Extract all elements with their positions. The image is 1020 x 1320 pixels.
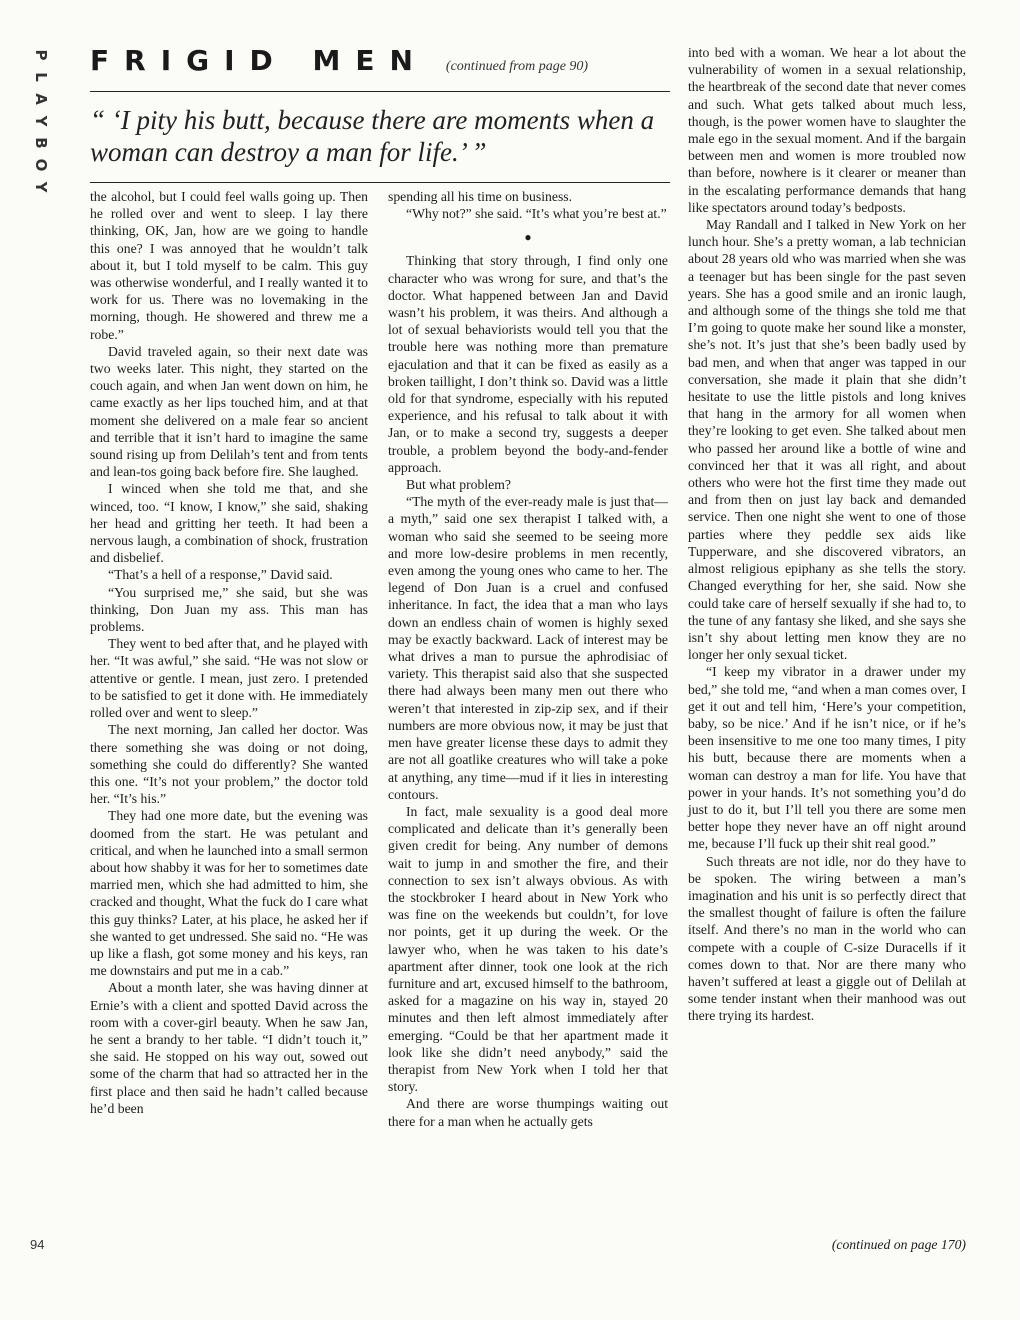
paragraph: Such threats are not idle, nor do they have to be spoken. The wiring between a man’s imagination and his unit is so perfectly direct that the smallest thought of failure is often the failure itself. And there’s no man in the world who can compete with a couple of C-size Duracells if it comes down to that. Nor are there many who haven’t suffered at least a giggle out of Delilah at some tender instant when their manhood was out there trying its hardest. xyxy=(688,853,966,1024)
continued-from-note: (continued from page 90) xyxy=(445,59,589,74)
article-header xyxy=(90,44,670,183)
paragraph: In fact, male sexuality is a good deal more complicated and delicate than it’s generally been given credit for being. Any number of demons wait to jump in and smother the fire, and their connection to sex isn’t always obvious. As with the stockbroker I heard about in New York who was fine on the weekends but couldn’t, for love nor points, get it up during the week. Or the lawyer who, when he was taken to his date’s apartment after dinner, took one look at the rich furniture and art, excused himself to the bathroom, asked for a magazine on his way in, stayed 20 minutes and then left almost immediately after emerging. “Could be that her apartment made it look like she didn’t need anybody,” said the therapist from New York when I told her that story. xyxy=(388,803,668,1095)
logo-letter: B xyxy=(32,137,50,149)
paragraph: “Why not?” she said. “It’s what you’re best at.” xyxy=(406,206,667,222)
paragraph: They went to bed after that, and he played with her. “It was awful,” she said. “He was not slow or attentive or gentle. I mean, just zero. I pretended to be satisfied to get it done with. He immediately rolled over and went to sleep.” xyxy=(90,636,368,721)
article-title: FRIGID MEN xyxy=(90,44,428,77)
logo-letter: L xyxy=(32,72,50,82)
paragraph: David traveled again, so their next date was two weeks later. This night, they started on the couch again, and when Jan went down on him, he came exactly as her lips touched him, and at that moment she delivered on a male fear so ancient and terrible that it isn’t hard to imagine the same sound rising up from Delilah’s tent and from tents and lean-tos going back before fire. She laughed. xyxy=(90,343,368,480)
column-3 xyxy=(688,44,966,1025)
paragraph: spending all his time on business. xyxy=(388,189,573,204)
column-1 xyxy=(90,188,368,1117)
header-rule-top xyxy=(90,91,670,92)
paragraph: the alcohol, but I could feel walls going up. Then he rolled over and went to sleep. I lay there thinking, OK, Jan, how are we going to handle this one? I was annoyed that he wouldn’t talk about it, but I told myself to be calm. This guy was otherwise wonderful, and I really wanted it to work for us. There was no lovemaking in the morning, though. He showered and threw me a robe.” xyxy=(90,189,368,342)
paragraph: “That’s a hell of a response,” David said. xyxy=(108,567,333,583)
paragraph: “I keep my vibrator in a drawer under my bed,” she told me, “and when a man comes over, I get it out and tell him, ‘Here’s your competition, baby, so be nice.’ And if he isn’t nice, or if he’s been insensitive to me one too many times, I pity his butt, because there are moments when a woman can destroy a man for life. You have that power in your hands. It’s not something you’d do just to do it, but I’ll tell you there are some men better hope they never have an off night around me, because I’ll fuck up their shit real good.” xyxy=(688,664,966,852)
logo-letter: A xyxy=(32,93,50,105)
pull-quote: “ ‘I pity his butt, because there are moments when a woman can destroy a man for life.’ ” xyxy=(90,105,655,167)
logo-letter: P xyxy=(32,49,50,61)
paragraph: into bed with a woman. We hear a lot about the vulnerability of women in a sexual relationship, the heartbreak of the second date that never comes and such. What gets talked about much less, though, is the power women have to slaughter the male ego in the sexual moment. And if the bargain between men and women is more troubled now than before, nowhere is it clearer or meaner than in the escalating performance demands that hang like spectators around today’s bedposts. xyxy=(688,45,966,215)
header-rule-bottom xyxy=(90,182,670,183)
magazine-logo xyxy=(26,44,56,198)
paragraph: About a month later, she was having dinner at Ernie’s with a client and spotted David across the room with a cover-girl beauty. When he saw Jan, he sent a brandy to her table. “I didn’t touch it,” she said. He stopped on his way out, sowed out some of the charm that had so attracted her in the first place and then said he hadn’t called because he’d been xyxy=(90,980,368,1116)
paragraph: But what problem? xyxy=(406,477,511,493)
title-row xyxy=(90,44,670,77)
logo-letter: Y xyxy=(32,181,50,193)
page-number: 94 xyxy=(30,1237,45,1252)
paragraph: May Randall and I talked in New York on her lunch hour. She’s a pretty woman, a lab technician about 28 years old who was married when she was a teenager but has been single for the past seven years. She has a good smile and an ironic laugh, and although some of the things she told me that I’m going to quote make her sound like a monster, she’s not. It’s just that she’s been badly used by bad men, and when that anger was tapped in our conversation, she made it plain that she didn’t hesitate to use the little pistols and long knives that hang in the armory for all women when they’re looking to get even. She talked about men who passed her around like a bottle of wine and convinced her that it was all right, and about others who were hot the first time they made out and from then on just lay back and demanded service. Then one night she went to one of those parties where they peddle sex aids like Tupperware, and she discovered vibrators, an almost religious epiphany as she tells the story. Changed everything for her, she said. Now she could take care of herself sexually if she had to, to the tune of any fantasy she liked, and she says she isn’t shy about letting men know they are no longer her only sexual ticket. xyxy=(688,217,966,663)
paragraph: “The myth of the ever-ready male is just that—a myth,” said one sex therapist I talked with, a woman who said she seemed to be seeing more and more low-desire problems in men recently, even among the young ones who came to her. The legend of Don Juan is a cruel and confused inheritance. In fact, the idea that a man who lays down an endless chain of women is highly sexed may be exactly backward. Lack of interest may be what drives a man to pursue the aphrodisiac of variety. This therapist said also that she suspected there had always been many men out there who weren’t that interested in zip-zip sex, and if their numbers are more obvious now, it may be just that men have greater license these days to admit they are not all goatlike creatures who will take a poke at anything, any time—mud if it lies in interesting contours. xyxy=(388,494,668,802)
paragraph: Thinking that story through, I find only one character who was wrong for sure, and that’s the doctor. What happened between Jan and David wasn’t his problem, it was theirs. And although a lot of sexual behaviorists would tell you that the trouble here was nothing more than premature ejaculation and that it can be fixed as easily as a broken taillight, I don’t think so. David was a little old for that syndrome, especially with his reputed experience, and his refusal to talk about it with Jan, or to make a second try, suggests a deeper trouble, a problem beyond the body-and-fender approach. xyxy=(388,253,668,475)
continued-on-note: (continued on page 170) xyxy=(831,1237,966,1252)
paragraph: I winced when she told me that, and she winced, too. “I know, I know,” she said, shaking her head and gritting her teeth. It had been a nervous laugh, a combination of shock, frustration and disbelief. xyxy=(90,481,368,566)
logo-letter: O xyxy=(32,158,50,172)
paragraph: They had one more date, but the evening was doomed from the start. He was petulant and critical, and when he launched into a small sermon about how shabby it was for her to sometimes date married men, which she had admitted to him, she cracked and thought, What the fuck do I care what this guy thinks? Later, at his place, he asked her if she wanted to get undressed. She said no. “He was up like a flash, got some money and his keys, ran me downstairs and put me in a cab.” xyxy=(90,808,368,979)
column-2 xyxy=(388,188,668,1130)
paragraph: “You surprised me,” she said, but she was thinking, Don Juan my ass. This man has problems. xyxy=(90,584,368,635)
paragraph: The next morning, Jan called her doctor. Was there something she was doing or not doing, something she could do differently? She wanted this one. “It’s not your problem,” the doctor told her. “It’s his.” xyxy=(90,722,368,807)
section-break-bullet: ● xyxy=(524,230,532,245)
paragraph: And there are worse thumpings waiting out there for a man when he actually gets xyxy=(388,1096,668,1129)
logo-letter: Y xyxy=(32,115,50,127)
